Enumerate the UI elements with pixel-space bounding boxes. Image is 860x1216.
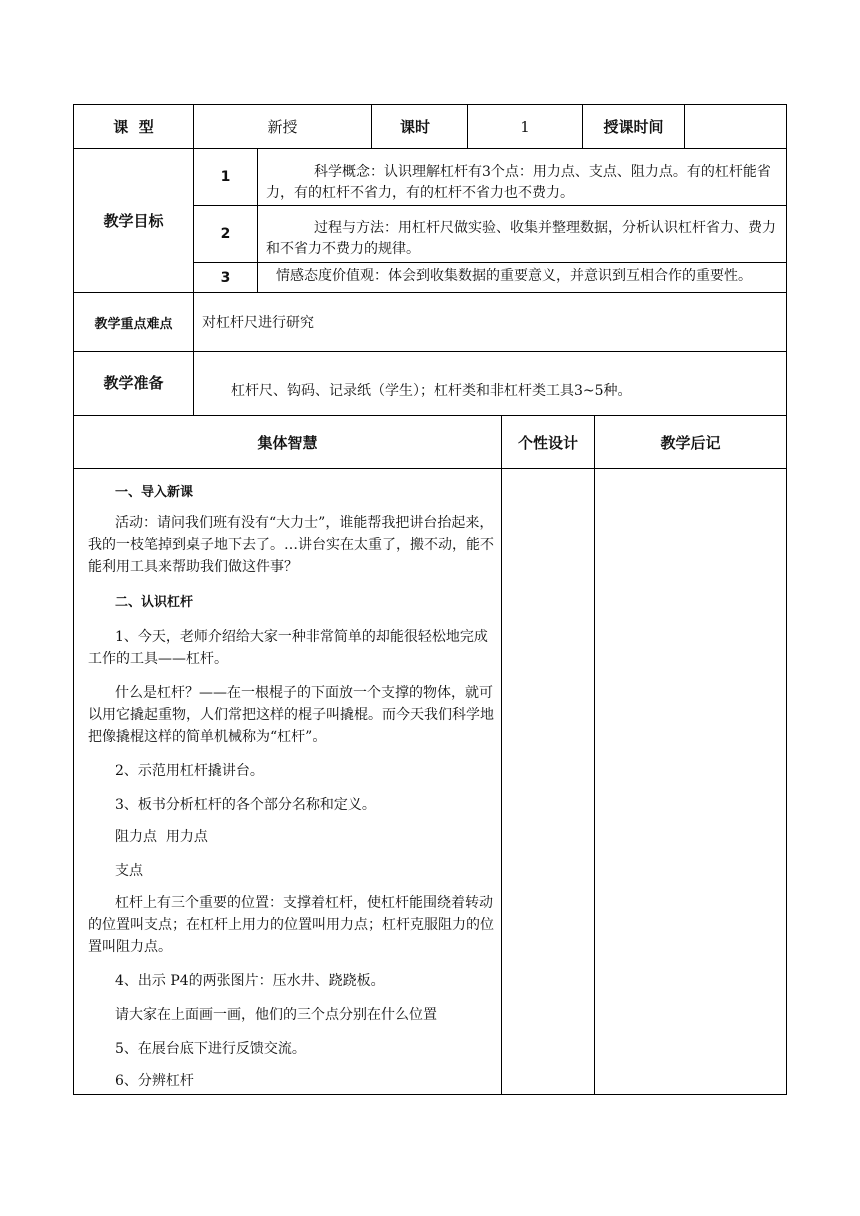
- rule: [501, 415, 502, 1095]
- rule: [786, 104, 787, 1095]
- rule: [73, 148, 787, 149]
- class-hours-label: 课时: [400, 118, 431, 136]
- content-paragraph: 5、在展台底下进行反馈交流。: [115, 1041, 306, 1057]
- objectives-label: 教学目标: [103, 211, 164, 230]
- rule: [257, 148, 258, 293]
- content-paragraph: 6、分辨杠杆: [115, 1073, 194, 1089]
- teaching-time-value: [685, 105, 786, 148]
- key-points-label: 教学重点难点: [94, 316, 173, 332]
- content-paragraph: 2、示范用杠杆撬讲台。: [115, 763, 264, 779]
- preparation-label: 教学准备: [103, 373, 164, 392]
- rule: [594, 415, 595, 1095]
- key-points-value: 对杠杆尺进行研究: [202, 315, 314, 331]
- lesson-type-value: 新授: [267, 118, 298, 136]
- personal-design-header: 个性设计: [517, 433, 578, 452]
- content-paragraph: 4、出示 P4的两张图片：压水井、跷跷板。: [115, 973, 385, 989]
- objective-text: 过程与方法：用杠杆尺做实验、收集并整理数据，分析认识杠杆省力、费力和不省力不费力的规律。: [266, 220, 776, 257]
- objective-number: 1: [220, 169, 231, 185]
- content-paragraph: 什么是杠杆？——在一根棍子的下面放一个支撑的物体，就可以用它撬起重物，人们常把这样的棍子叫撬棍。而今天我们科学地把像撬棍这样的简单机械称为“杠杆”。: [88, 685, 494, 745]
- teaching-time-label: 授课时间: [603, 118, 664, 136]
- rule: [73, 1094, 787, 1095]
- lesson-type-label: 课 型: [113, 118, 154, 136]
- preparation-value: 杠杆尺、钩码、记录纸（学生）；杠杆类和非杠杆类工具3~5种。: [231, 383, 632, 399]
- content-paragraph: 阻力点 用力点: [115, 829, 208, 845]
- rule: [73, 351, 787, 352]
- objective-number: 2: [220, 226, 231, 242]
- content-paragraph: 支点: [115, 863, 143, 879]
- objective-number: 3: [220, 269, 231, 286]
- rule: [193, 205, 787, 206]
- rule: [371, 104, 372, 149]
- objective-text: 科学概念：认识理解杠杆有3个点：用力点、支点、阻力点。有的杠杆能省力，有的杠杆不省力，有的杠杆不省力也不费力。: [266, 164, 771, 201]
- content-paragraph: 3、板书分析杠杆的各个部分名称和定义。: [115, 797, 376, 813]
- collective-wisdom-header: 集体智慧: [257, 433, 318, 452]
- content-paragraph: 请大家在上面画一画，他们的三个点分别在什么位置: [115, 1007, 437, 1023]
- section-heading: 二、认识杠杆: [115, 595, 194, 610]
- rule: [73, 104, 74, 1095]
- section-heading: 一、导入新课: [115, 485, 194, 500]
- teaching-notes-header: 教学后记: [660, 433, 721, 452]
- content-paragraph: 1、今天，老师介绍给大家一种非常简单的却能很轻松地完成工作的工具——杠杆。: [88, 629, 488, 667]
- rule: [193, 262, 787, 263]
- content-paragraph: 活动：请问我们班有没有“大力士”，谁能帮我把讲台抬起来，我的一枝笔掉到桌子地下去了。…讲台实在太重了，搬不动，能不能利用工具来帮助我们做这件事？: [88, 515, 494, 575]
- class-hours-value: 1: [520, 117, 530, 136]
- objective-text: 情感态度价值观：体会到收集数据的重要意义，并意识到互相合作的重要性。: [276, 268, 752, 284]
- rule: [73, 468, 787, 469]
- content-paragraph: 杠杆上有三个重要的位置：支撑着杠杆，使杠杆能围绕着转动的位置叫支点；在杠杆上用力的位置叫用力点；杠杆克服阻力的位置叫阻力点。: [88, 895, 494, 955]
